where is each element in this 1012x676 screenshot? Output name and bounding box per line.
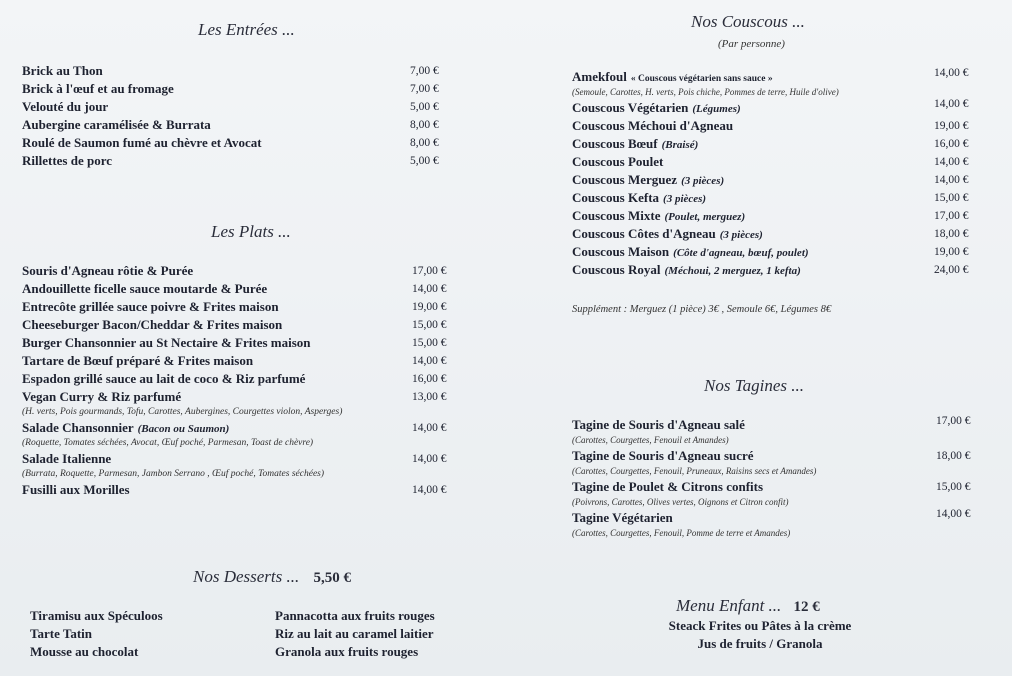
- entree-item: Brick à l'œuf et au fromage 7,00 €: [22, 81, 439, 96]
- dessert-item: Granola aux fruits rouges: [275, 644, 419, 659]
- tagine-description: (Carottes, Courgettes, Fenouil, Pomme de terre et Amandes): [572, 528, 791, 538]
- couscous-item: Couscous Mixte (Poulet, merguez) 17,00 €: [572, 208, 969, 223]
- couscous-item: Couscous Kefta (3 pièces) 15,00 €: [572, 190, 969, 205]
- dessert-item: Tarte Tatin: [30, 626, 93, 641]
- dessert-item: Riz au lait au caramel laitier: [275, 626, 434, 641]
- menu-enfant-line: Jus de fruits / Granola: [697, 636, 823, 651]
- menu-enfant-line: Steack Frites ou Pâtes à la crème: [668, 618, 852, 633]
- dessert-item: Mousse au chocolat: [30, 644, 139, 659]
- couscous-item: Couscous Côtes d'Agneau (3 pièces) 18,00 €: [572, 226, 969, 241]
- couscous-item: Couscous Végétarien (Légumes) 14,00 €: [572, 98, 969, 115]
- dessert-item: Pannacotta aux fruits rouges: [275, 608, 435, 623]
- tagine-item: Tagine de Poulet & Citrons confits 15,00 €: [572, 479, 971, 494]
- desserts-price: 5,50 €: [313, 570, 352, 586]
- tagine-item: Tagine de Souris d'Agneau sucré 18,00 €: [572, 448, 971, 463]
- entree-item: Velouté du jour 5,00 €: [22, 99, 439, 114]
- couscous-title: Nos Couscous ...: [691, 12, 805, 31]
- couscous-subtitle: (Par personne): [718, 38, 785, 50]
- amekfoul-description: (Semoule, Carottes, H. verts, Pois chiche, Pommes de terre, Huile d'olive): [572, 87, 839, 97]
- plat-item: Andouillette ficelle sauce moutarde & Purée 14,00 €: [22, 281, 447, 296]
- menu-enfant-title: Menu Enfant ... 12 €: [676, 596, 820, 615]
- plat-item: Burger Chansonnier au St Nectaire & Frites maison 15,00 €: [22, 335, 447, 350]
- couscous-item: Couscous Maison (Côte d'agneau, bœuf, poulet) 19,00 €: [572, 244, 969, 259]
- couscous-item: Couscous Méchoui d'Agneau 19,00 €: [572, 118, 969, 133]
- tagine-description: (Carottes, Courgettes, Fenouil et Amandes): [572, 435, 729, 445]
- vegan-curry-description: (H. verts, Pois gourmands, Tofu, Carottes, Aubergines, Courgettes violon, Asperges): [22, 407, 343, 417]
- plat-item: Tartare de Bœuf préparé & Frites maison 14,00 €: [22, 353, 447, 368]
- plat-item: Salade Italienne 14,00 €: [22, 451, 447, 466]
- tagine-description: (Poivrons, Carottes, Olives vertes, Oignons et Citron confit): [572, 497, 789, 507]
- tagines-title: Nos Tagines ...: [704, 376, 804, 395]
- tagines-list: [572, 416, 992, 540]
- tagine-item: Tagine Végétarien 14,00 €: [572, 508, 971, 525]
- desserts-title: Nos Desserts ... 5,50 €: [193, 567, 352, 586]
- entrees-list: [22, 62, 462, 170]
- tagine-description: (Carottes, Courgettes, Fenouil, Pruneaux, Raisins secs et Amandes): [572, 466, 817, 476]
- plat-item: Entrecôte grillée sauce poivre & Frites maison 19,00 €: [22, 299, 447, 314]
- salade-chansonnier-description: (Roquette, Tomates séchées, Avocat, Œuf poché, Parmesan, Toast de chèvre): [22, 438, 314, 448]
- plat-item: Espadon grillé sauce au lait de coco & Riz parfumé 16,00 €: [22, 371, 447, 386]
- couscous-item: Couscous Poulet 14,00 €: [572, 154, 969, 169]
- salade-italienne-description: (Burrata, Roquette, Parmesan, Jambon Serrano , Œuf poché, Tomates séchées): [22, 469, 325, 479]
- entree-item: Roulé de Saumon fumé au chèvre et Avocat 8,00 €: [22, 135, 439, 150]
- plats-title: Les Plats ...: [211, 222, 291, 241]
- entree-item: Brick au Thon 7,00 €: [22, 63, 439, 78]
- tagine-item: Tagine de Souris d'Agneau salé 17,00 €: [572, 415, 971, 432]
- couscous-item: Couscous Merguez (3 pièces) 14,00 €: [572, 172, 969, 187]
- plat-item: Fusilli aux Morilles 14,00 €: [22, 482, 447, 497]
- couscous-item: Amekfoul « Couscous végétarien sans sauce » 14,00 €: [572, 67, 969, 84]
- plat-item: Vegan Curry & Riz parfumé 13,00 €: [22, 389, 447, 404]
- plats-list: [22, 262, 472, 499]
- entree-item: Rillettes de porc 5,00 €: [22, 153, 439, 168]
- couscous-item: Couscous Bœuf (Braisé) 16,00 €: [572, 136, 969, 151]
- couscous-item: Couscous Royal (Méchoui, 2 merguez, 1 kefta) 24,00 €: [572, 262, 969, 277]
- entree-item: Aubergine caramélisée & Burrata 8,00 €: [22, 117, 439, 132]
- couscous-supplement: Supplément : Merguez (1 pièce) 3€ , Semoule 6€, Légumes 8€: [572, 304, 832, 315]
- couscous-list: [572, 68, 992, 279]
- entrees-title: Les Entrées ...: [198, 20, 295, 39]
- plat-item: Souris d'Agneau rôtie & Purée 17,00 €: [22, 263, 447, 278]
- dessert-item: Tiramisu aux Spéculoos: [30, 608, 163, 623]
- menu-enfant-price: 12 €: [793, 599, 820, 615]
- plat-item: Salade Chansonnier (Bacon ou Saumon) 14,00 €: [22, 420, 447, 435]
- plat-item: Cheeseburger Bacon/Cheddar & Frites maison 15,00 €: [22, 317, 447, 332]
